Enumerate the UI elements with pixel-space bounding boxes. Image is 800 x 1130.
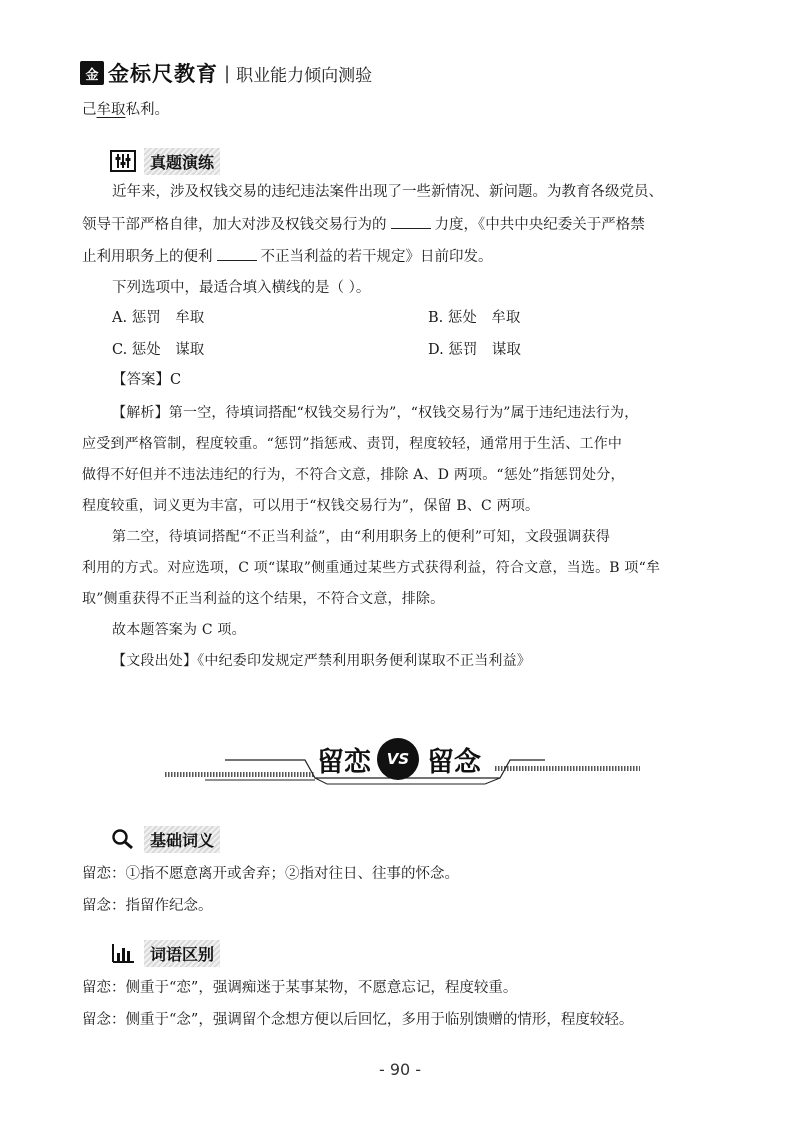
equalizer-icon [110, 150, 136, 172]
page-number: - 90 - [378, 1060, 422, 1079]
diff-line-2: 留念：侧重于“念”，强调留个念想方便以后回忆，多用于临别馈赠的情形，程度较轻。 [82, 1012, 634, 1028]
intro-fragment [82, 100, 169, 120]
option-d: D. 惩罚 谋取 [428, 342, 521, 358]
basic-heading [110, 826, 220, 852]
analysis-line-2: 应受到严格管制，程度较重。“惩罚”指惩戒、责罚，程度较轻，通常用于生活、工作中 [82, 436, 623, 452]
basic-line-2: 留念：指留作纪念。 [82, 898, 213, 914]
question-text: 下列选项中，最适合填入横线的是（ ）。 [112, 280, 371, 296]
option-b: B. 惩处 牟取 [428, 310, 521, 326]
banner-word-right: 留念 [427, 747, 481, 778]
banner-word-left: 留恋 [317, 747, 371, 778]
vs-banner [165, 728, 640, 808]
answer-line: 【答案】C [112, 372, 182, 388]
analysis-line-5: 第二空，待填词搭配“不正当利益”，由“利用职务上的便利”可知，文段强调获得 [112, 529, 611, 545]
header-separator: | [224, 62, 231, 84]
passage-line-2-b: 力度，《中共中央纪委关于严格禁 [434, 217, 645, 233]
basic-heading-title: 基础词义 [144, 826, 220, 853]
passage-line-2 [82, 214, 645, 235]
passage-line-3-b: 不正当利益的若干规定》日前印发。 [260, 249, 493, 265]
passage-line-3 [82, 246, 493, 267]
passage-line-3-a: 止利用职务上的便利 [82, 249, 213, 265]
analysis-line-7: 取”侧重获得不正当利益的这个结果，不符合文意，排除。 [82, 591, 445, 607]
option-c: C. 惩处 谋取 [112, 342, 205, 358]
diff-heading-title: 词语区别 [144, 940, 220, 967]
diff-heading [110, 940, 220, 966]
logo-icon: 金 [80, 61, 104, 85]
search-icon [110, 828, 136, 850]
analysis-line-6: 利用的方式。对应选项，C 项“谋取”侧重通过某些方式获得利益，符合文意，当选。B 项“牟 [82, 560, 661, 576]
page-header [80, 58, 372, 88]
practice-heading-title: 真题演练 [144, 148, 220, 175]
passage-line-2-a: 领导干部严格自律，加大对涉及权钱交易行为的 [82, 217, 387, 233]
basic-line-1: 留恋：①指不愿意离开或舍弃；②指对往日、往事的怀念。 [82, 866, 459, 882]
intro-post: 私利。 [125, 102, 169, 118]
bar-chart-icon [110, 942, 136, 964]
diff-line-1: 留恋：侧重于“恋”，强调痴迷于某事某物，不愿意忘记，程度较重。 [82, 980, 518, 996]
analysis-line-1: 【解析】第一空，待填词搭配“权钱交易行为”，“权钱交易行为”属于违纪违法行为， [112, 405, 639, 421]
intro-underlined-word: 牟取 [96, 102, 126, 118]
intro-pre: 己 [82, 102, 97, 118]
vs-badge: VS [377, 738, 419, 780]
source-line: 【文段出处】《中纪委印发规定严禁利用职务便利谋取不正当利益》 [112, 653, 531, 669]
option-a: A. 惩罚 牟取 [112, 310, 205, 326]
logo-text: 金标尺教育 [108, 62, 218, 86]
answer-blank [217, 246, 257, 261]
header-subtitle: 职业能力倾向测验 [236, 65, 373, 86]
passage-line-1: 近年来，涉及权钱交易的违纪违法案件出现了一些新情况、新问题。为教育各级党员、 [112, 184, 663, 200]
practice-heading [110, 148, 220, 174]
answer-blank [391, 214, 431, 229]
analysis-line-8: 故本题答案为 C 项。 [112, 622, 246, 638]
analysis-line-4: 程度较重，词义更为丰富，可以用于“权钱交易行为”，保留 B、C 两项。 [82, 498, 540, 514]
analysis-line-3: 做得不好但并不违法违纪的行为，不符合文意，排除 A、D 两项。“惩处”指惩罚处分， [82, 467, 625, 483]
